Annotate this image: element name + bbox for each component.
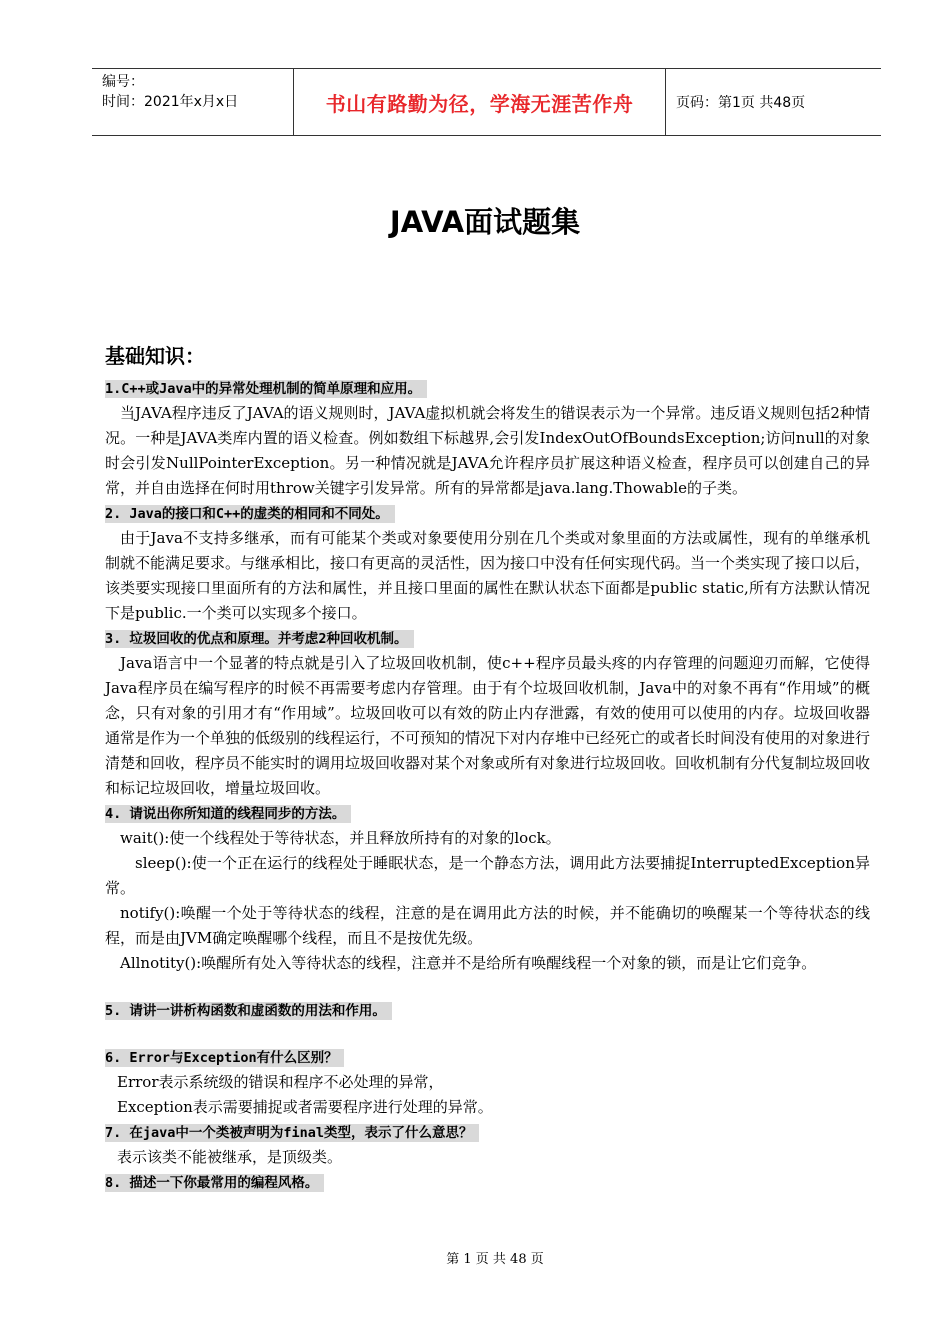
answer-6-error: Error表示系统级的错误和程序不必处理的异常， [117, 1073, 444, 1091]
question-6: 6. Error与Exception有什么区别？ [105, 1049, 344, 1067]
header-page-info: 页码：第1页 共48页 [676, 95, 806, 111]
question-heading [105, 1170, 870, 1195]
page-footer: 第 1 页 共 48 页 [446, 1252, 544, 1267]
document-time: 时间：2021年x月x日 [102, 94, 239, 110]
page-header [92, 68, 881, 136]
answer-1: 当JAVA程序违反了JAVA的语义规则时，JAVA虚拟机就会将发生的错误表示为一个异常。违反语义规则包括2种情况。一种是JAVA类库内置的语义检查。例如数组下标越界,会引发IndexOutOfBoundsException;访问null的对象时会引发NullPointerException。另一种情况就是JAVA允许程序员扩展这种语义检查，程序员可以创建自己的异常，并自由选择在何时用throw关键字引发异常。所有的异常都是java.lang.Thowable的子类。 [105, 404, 870, 497]
question-2: 2. Java的接口和C++的虚类的相同和不同处。 [105, 505, 395, 523]
question-8: 8. 描述一下你最常用的编程风格。 [105, 1174, 324, 1192]
answer-6-exception: Exception表示需要捕捉或者需要程序进行处理的异常。 [117, 1098, 493, 1116]
answer-3: Java语言中一个显著的特点就是引入了垃圾回收机制，使c++程序员最头疼的内存管理的问题迎刃而解，它使得Java程序员在编写程序的时候不再需要考虑内存管理。由于有个垃圾回收机制，Java中的对象不再有“作用域”的概念，只有对象的引用才有“作用域”。垃圾回收可以有效的防止内存泄露，有效的使用可以使用的内存。垃圾回收器通常是作为一个单独的低级别的线程运行，不可预知的情况下对内存堆中已经死亡的或者长时间没有使用的对象进行清楚和回收，程序员不能实时的调用垃圾回收器对某个对象或所有对象进行垃圾回收。回收机制有分代复制垃圾回收和标记垃圾回收，增量垃圾回收。 [105, 654, 871, 797]
answer-4-allnotify: Allnotity():唤醒所有处入等待状态的线程，注意并不是给所有唤醒线程一个对象的锁，而是让它们竞争。 [120, 954, 817, 972]
question-heading [105, 801, 870, 826]
header-motto: 书山有路勤为径，学海无涯苦作舟 [293, 69, 666, 135]
question-heading [105, 1120, 870, 1145]
answer-7: 表示该类不能被继承，是顶级类。 [117, 1148, 343, 1166]
header-meta [92, 69, 293, 135]
answer-4-sleep: sleep():使一个正在运行的线程处于睡眠状态，是一个静态方法，调用此方法要捕捉InterruptedException异常。 [105, 854, 870, 897]
question-heading [105, 501, 870, 526]
document-title: JAVA面试题集 [389, 205, 581, 239]
document-number-label: 编号： [102, 74, 144, 90]
question-1: 1.C++或Java中的异常处理机制的简单原理和应用。 [105, 380, 427, 398]
answer-2: 由于Java不支持多继承，而有可能某个类或对象要使用分别在几个类或对象里面的方法或属性，现有的单继承机制就不能满足要求。与继承相比，接口有更高的灵活性，因为接口中没有任何实现代码。当一个类实现了接口以后，该类要实现接口里面所有的方法和属性，并且接口里面的属性在默认状态下面都是public static,所有方法默认情况下是public.一个类可以实现多个接口。 [105, 529, 871, 622]
question-7: 7. 在java中一个类被声明为final类型，表示了什么意思？ [105, 1124, 479, 1142]
question-heading [105, 376, 870, 401]
section-title: 基础知识： [105, 344, 205, 368]
document-body [105, 376, 870, 1195]
question-heading [105, 626, 870, 651]
question-4: 4. 请说出你所知道的线程同步的方法。 [105, 805, 351, 823]
question-3: 3. 垃圾回收的优点和原理。并考虑2种回收机制。 [105, 630, 414, 648]
answer-4-notify: notify():唤醒一个处于等待状态的线程，注意的是在调用此方法的时候，并不能确切的唤醒某一个等待状态的线程，而是由JVM确定唤醒哪个线程，而且不是按优先级。 [105, 904, 870, 947]
question-5: 5. 请讲一讲析构函数和虚函数的用法和作用。 [105, 1002, 392, 1020]
question-heading [105, 998, 870, 1023]
answer-4-wait: wait():使一个线程处于等待状态，并且释放所持有的对象的lock。 [120, 829, 561, 847]
question-heading [105, 1045, 870, 1070]
